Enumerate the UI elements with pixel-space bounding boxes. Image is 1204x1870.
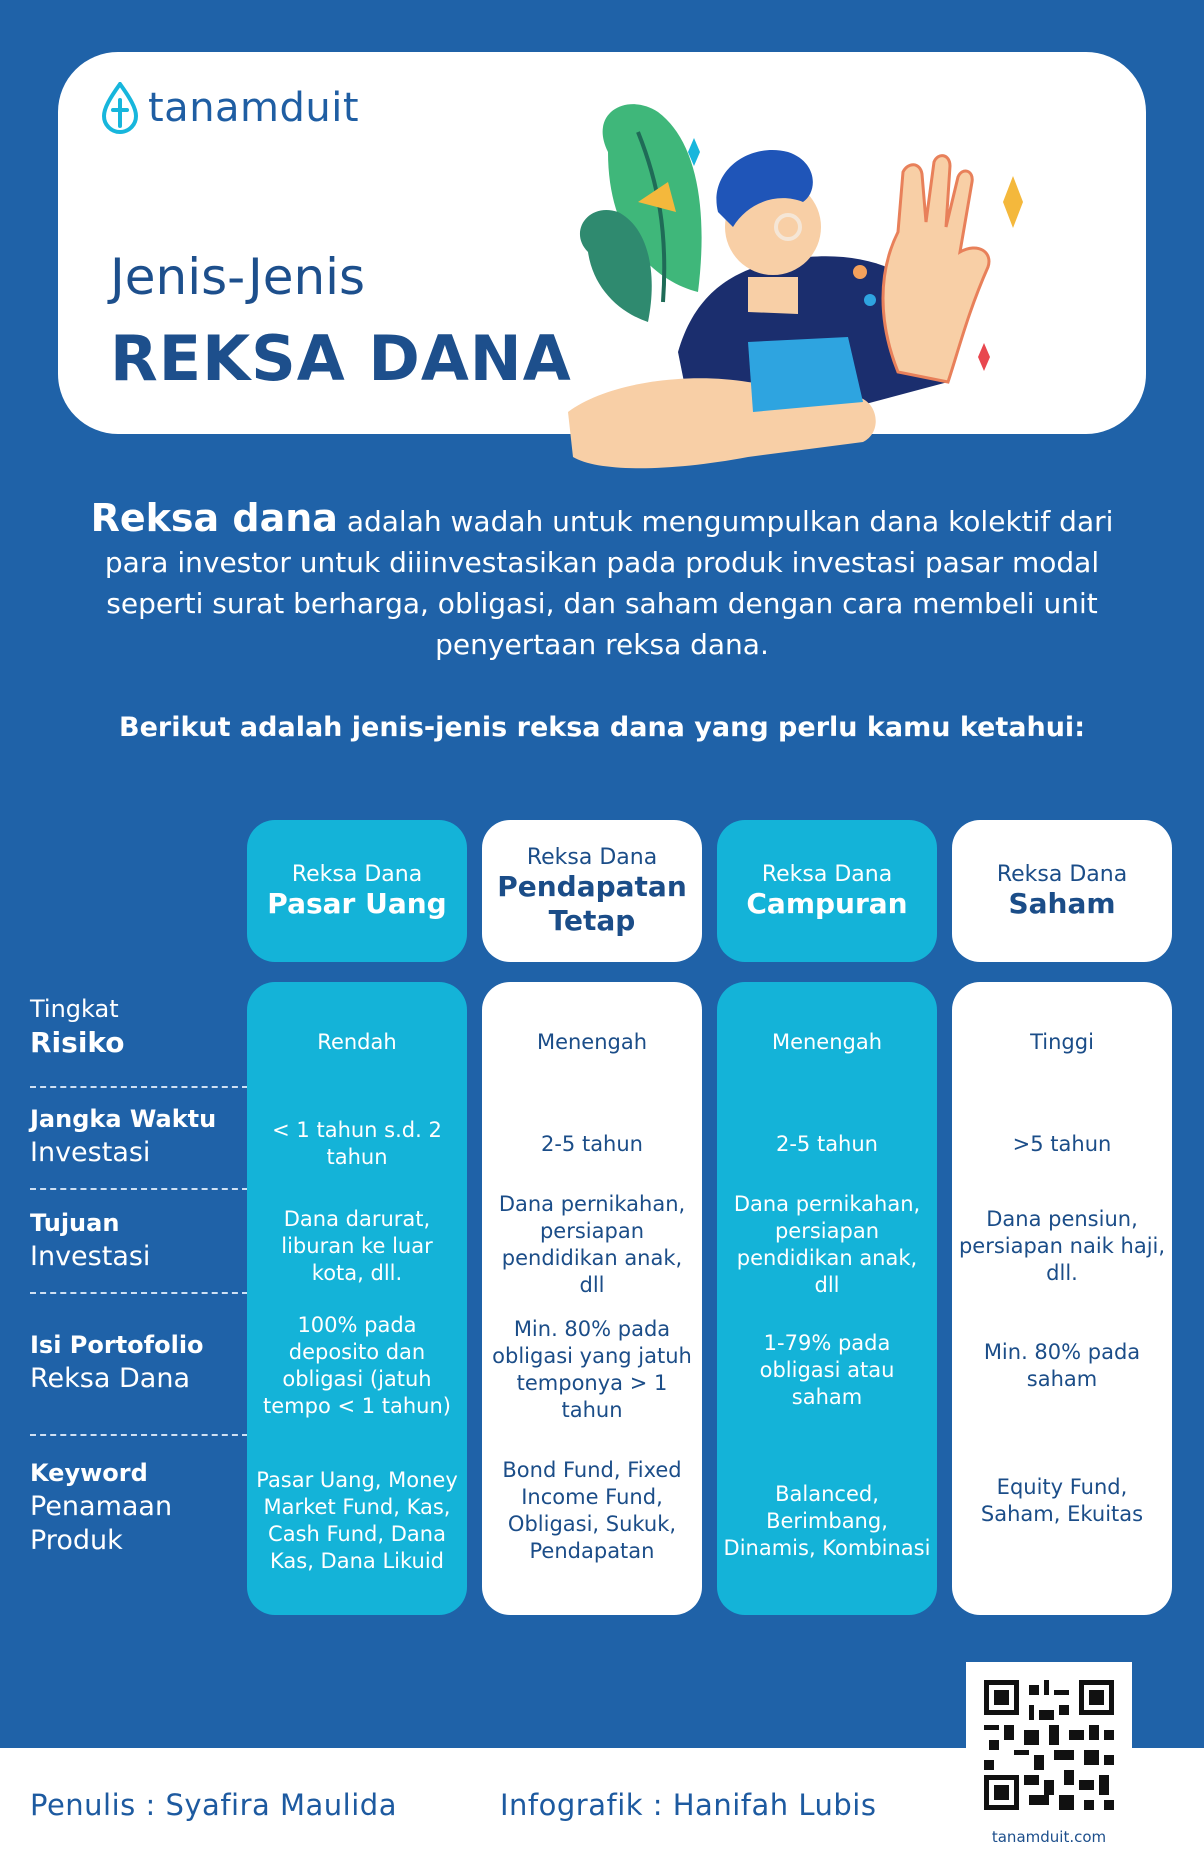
row-label-jangka-waktu-line1: Jangka Waktu — [30, 1105, 217, 1133]
column-header-prefix: Reksa Dana — [291, 861, 423, 887]
cell-tujuan: Dana pernikahan, persiapan pendidikan anak, dll — [498, 1192, 686, 1297]
hero-title-line2: REKSA DANA — [110, 322, 572, 395]
tanamduit-logo-icon — [100, 82, 140, 134]
row-label-jangka-waktu-line2: Investasi — [30, 1137, 151, 1168]
column-body-pendapatan-tetap — [482, 982, 702, 1615]
row-label-keyword-line2: Penamaan Produk — [30, 1491, 173, 1556]
cell-tujuan: Dana pensiun, persiapan naik haji, dll. — [958, 1206, 1166, 1285]
cell-jangka-waktu: >5 tahun — [1012, 1131, 1112, 1156]
brand-logo[interactable] — [100, 82, 359, 134]
row-separator — [30, 1292, 248, 1294]
row-label-tujuan-line2: Investasi — [30, 1241, 151, 1272]
cell-tujuan: Dana pernikahan, persiapan pendidikan anak, dll — [733, 1192, 921, 1297]
cell-jangka-waktu: 2-5 tahun — [540, 1131, 643, 1156]
intro-text: adalah wadah untuk mengumpulkan dana kolektif dari para investor untuk diiinvestasikan pada produk investasi pasar modal seperti surat berharga, obligasi, dan saham dengan cara membeli unit penyertaan reksa dana. — [104, 505, 1114, 661]
intro-paragraph — [60, 498, 1144, 665]
column-header-name: Pasar Uang — [267, 886, 447, 920]
column-header-prefix: Reksa Dana — [761, 861, 893, 887]
cell-keyword: Equity Fund, Saham, Ekuitas — [980, 1475, 1144, 1526]
column-body-saham — [952, 982, 1172, 1615]
cell-jangka-waktu: < 1 tahun s.d. 2 tahun — [272, 1118, 442, 1169]
website-url[interactable]: tanamduit.com — [991, 1828, 1107, 1846]
hero-title-line1: Jenis-Jenis — [110, 248, 366, 306]
cell-risiko: Tinggi — [1030, 1029, 1094, 1054]
row-separator — [30, 1086, 248, 1088]
column-header-pendapatan-tetap — [482, 820, 702, 962]
column-header-pasar-uang — [247, 820, 467, 962]
cell-portofolio: Min. 80% pada saham — [983, 1340, 1141, 1391]
row-label-risiko-line1: Tingkat — [30, 995, 119, 1023]
hero-card — [58, 52, 1146, 434]
qr-code-icon[interactable] — [984, 1680, 1114, 1810]
intro-bold-term: Reksa dana — [90, 496, 338, 540]
column-header-campuran — [717, 820, 937, 962]
row-separator — [30, 1434, 248, 1436]
column-body-campuran — [717, 982, 937, 1615]
row-separator — [30, 1188, 248, 1190]
cell-tujuan: Dana darurat, liburan ke luar kota, dll. — [281, 1206, 433, 1285]
row-label-keyword — [30, 1456, 250, 1558]
row-label-portofolio-line2: Reksa Dana — [30, 1363, 190, 1394]
brand-logo-text: tanamduit — [148, 85, 360, 131]
row-label-risiko — [30, 992, 250, 1060]
column-header-prefix: Reksa Dana — [526, 844, 658, 870]
waving-man-illustration — [548, 52, 1148, 522]
row-label-tujuan — [30, 1206, 250, 1274]
cell-keyword: Pasar Uang, Money Market Fund, Kas, Cash Fund, Dana Kas, Dana Likuid — [256, 1468, 458, 1573]
row-label-risiko-line2: Risiko — [30, 1026, 125, 1059]
cell-risiko: Menengah — [536, 1029, 648, 1054]
cell-keyword: Balanced, Berimbang, Dinamis, Kombinasi — [723, 1481, 931, 1560]
cell-jangka-waktu: 2-5 tahun — [775, 1131, 878, 1156]
row-label-tujuan-line1: Tujuan — [30, 1209, 120, 1237]
cell-keyword: Bond Fund, Fixed Income Fund, Obligasi, Sukuk, Pendapatan — [502, 1458, 682, 1563]
subheading: Berikut adalah jenis-jenis reksa dana yang perlu kamu ketahui: — [118, 712, 1085, 743]
cell-risiko: Rendah — [317, 1029, 397, 1054]
cell-portofolio: Min. 80% pada obligasi yang jatuh temponya > 1 tahun — [492, 1317, 692, 1422]
column-header-name: Pendapatan Tetap — [497, 869, 687, 937]
designer-credit: Infografik : Hanifah Lubis — [500, 1788, 877, 1822]
column-header-saham — [952, 820, 1172, 962]
writer-credit: Penulis : Syafira Maulida — [30, 1788, 397, 1822]
cell-portofolio: 1-79% pada obligasi atau saham — [759, 1330, 895, 1409]
cell-risiko: Menengah — [771, 1029, 883, 1054]
column-header-name: Saham — [1008, 886, 1116, 920]
row-label-portofolio-line1: Isi Portofolio — [30, 1331, 204, 1359]
row-label-keyword-line1: Keyword — [30, 1459, 148, 1487]
row-label-portofolio — [30, 1328, 250, 1396]
column-body-pasar-uang — [247, 982, 467, 1615]
column-header-prefix: Reksa Dana — [996, 861, 1128, 887]
row-label-jangka-waktu — [30, 1102, 250, 1170]
column-header-name: Campuran — [746, 886, 908, 920]
cell-portofolio: 100% pada deposito dan obligasi (jatuh tempo < 1 tahun) — [263, 1313, 451, 1418]
